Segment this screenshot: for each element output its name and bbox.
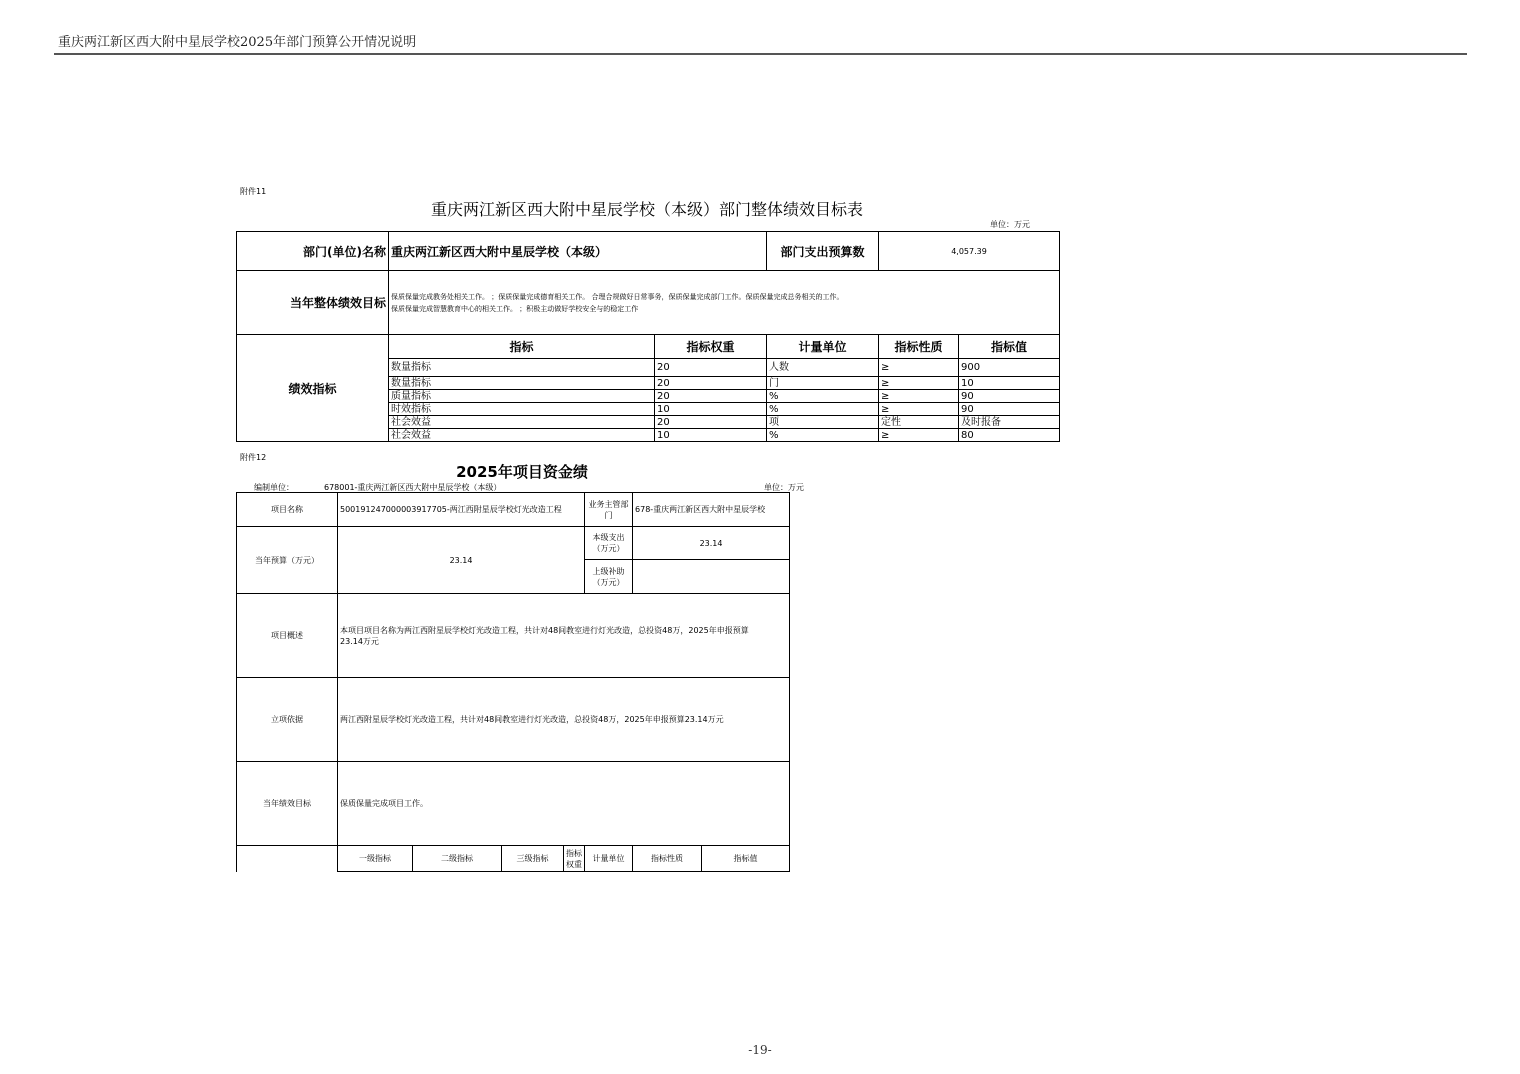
row-nature: ≥ — [879, 403, 959, 416]
col-unit: 计量单位 — [585, 846, 633, 872]
row-weight: 20 — [655, 416, 767, 429]
row-indicator: 社会效益 — [389, 416, 655, 429]
col-level1: 一级指标 — [338, 846, 413, 872]
row-unit: % — [767, 403, 879, 416]
row-value: 及时报备 — [959, 416, 1060, 429]
row-nature: 定性 — [879, 416, 959, 429]
row-weight: 10 — [655, 403, 767, 416]
col-level2: 二级指标 — [413, 846, 502, 872]
row-indicator: 社会效益 — [389, 429, 655, 442]
col-nature: 指标性质 — [633, 846, 702, 872]
upper-subsidy-label: 上级补助（万元） — [585, 560, 633, 594]
performance-goal-table — [236, 231, 1060, 442]
goal-label: 当年整体绩效目标 — [237, 271, 389, 335]
row-unit: 项 — [767, 416, 879, 429]
budget-label: 部门支出预算数 — [767, 232, 879, 271]
col-weight: 指标权重 — [564, 846, 585, 872]
project-goal-text: 保质保量完成项目工作。 — [338, 762, 790, 846]
row-unit: 人数 — [767, 359, 879, 377]
dept-label: 业务主管部门 — [585, 493, 633, 527]
dept-name: 重庆两江新区西大附中星辰学校（本级） — [389, 232, 767, 271]
col-unit: 计量单位 — [767, 335, 879, 359]
row-value: 900 — [959, 359, 1060, 377]
self-spend-label: 本级支出（万元） — [585, 527, 633, 560]
overview-line-2: 23.14万元 — [340, 636, 379, 646]
self-spend-value: 23.14 — [633, 527, 790, 560]
annex12-label: 附件12 — [240, 453, 267, 462]
row-nature: ≥ — [879, 429, 959, 442]
col-level3: 三级指标 — [502, 846, 564, 872]
col-nature: 指标性质 — [879, 335, 959, 359]
row-indicator: 时效指标 — [389, 403, 655, 416]
annex12-title: 2025年项目资金绩 — [456, 463, 588, 481]
dept-label: 部门(单位)名称 — [237, 232, 389, 271]
project-goal-label: 当年绩效目标 — [237, 762, 338, 846]
perf-label: 绩效指标 — [237, 335, 389, 442]
row-indicator: 质量指标 — [389, 390, 655, 403]
row-weight: 20 — [655, 359, 767, 377]
annex11-title: 重庆两江新区西大附中星辰学校（本级）部门整体绩效目标表 — [430, 200, 863, 219]
budget-value: 4,057.39 — [879, 232, 1060, 271]
col-indicator: 指标 — [389, 335, 655, 359]
overview-text — [338, 594, 790, 678]
annex11-label: 附件11 — [240, 187, 267, 196]
row-nature: ≥ — [879, 359, 959, 377]
row-nature: ≥ — [879, 377, 959, 390]
page-header-title: 重庆两江新区西大附中星辰学校2025年部门预算公开情况说明 — [58, 35, 417, 50]
row-value: 10 — [959, 377, 1060, 390]
row-value: 90 — [959, 390, 1060, 403]
row-weight: 20 — [655, 377, 767, 390]
org-label: 编制单位： — [254, 483, 294, 492]
header-rule — [54, 53, 1467, 55]
row-weight: 20 — [655, 390, 767, 403]
row-indicator: 数量指标 — [389, 377, 655, 390]
col-value: 指标值 — [959, 335, 1060, 359]
org-value: 678001-重庆两江新区西大附中星辰学校（本级） — [324, 483, 502, 492]
row-weight: 10 — [655, 429, 767, 442]
project-name-label: 项目名称 — [237, 493, 338, 527]
row-unit: % — [767, 429, 879, 442]
row-unit: 门 — [767, 377, 879, 390]
row-indicator: 数量指标 — [389, 359, 655, 377]
upper-subsidy-value — [633, 560, 790, 594]
col-value: 指标值 — [702, 846, 790, 872]
annex12-unit: 单位：万元 — [764, 483, 804, 492]
col-weight: 指标权重 — [655, 335, 767, 359]
row-value: 80 — [959, 429, 1060, 442]
row-unit: % — [767, 390, 879, 403]
indicator-header-blank — [237, 846, 338, 872]
goal-line-2: 保质保量完成智慧教育中心的相关工作。 ；积极主动做好学校安全与的稳定工作 — [391, 305, 639, 313]
annex11-unit: 单位：万元 — [990, 220, 1030, 229]
budget-label: 当年预算（万元） — [237, 527, 338, 594]
row-nature: ≥ — [879, 390, 959, 403]
basis-label: 立项依据 — [237, 678, 338, 762]
overview-line-1: 本项目项目名称为两江西附星辰学校灯光改造工程，共计对48间教室进行灯光改造，总投资48万，2025年申报预算 — [340, 625, 749, 635]
goal-line-1: 保质保量完成教务处相关工作。 ；保质保量完成德育相关工作。 合理合规做好日常事务，保质保量完成部门工作。保质保量完成总务相关的工作。 — [391, 293, 844, 301]
row-value: 90 — [959, 403, 1060, 416]
page-number: -19- — [748, 1043, 772, 1057]
dept-value: 678-重庆两江新区西大附中星辰学校 — [633, 493, 790, 527]
project-name: 500191247000003917705-两江西附星辰学校灯光改造工程 — [338, 493, 585, 527]
project-performance-table — [236, 492, 790, 872]
overview-label: 项目概述 — [237, 594, 338, 678]
basis-text: 两江西附星辰学校灯光改造工程，共计对48间教室进行灯光改造，总投资48万，2025年申报预算23.14万元 — [338, 678, 790, 762]
goal-text — [389, 271, 1060, 335]
budget-value: 23.14 — [338, 527, 585, 594]
